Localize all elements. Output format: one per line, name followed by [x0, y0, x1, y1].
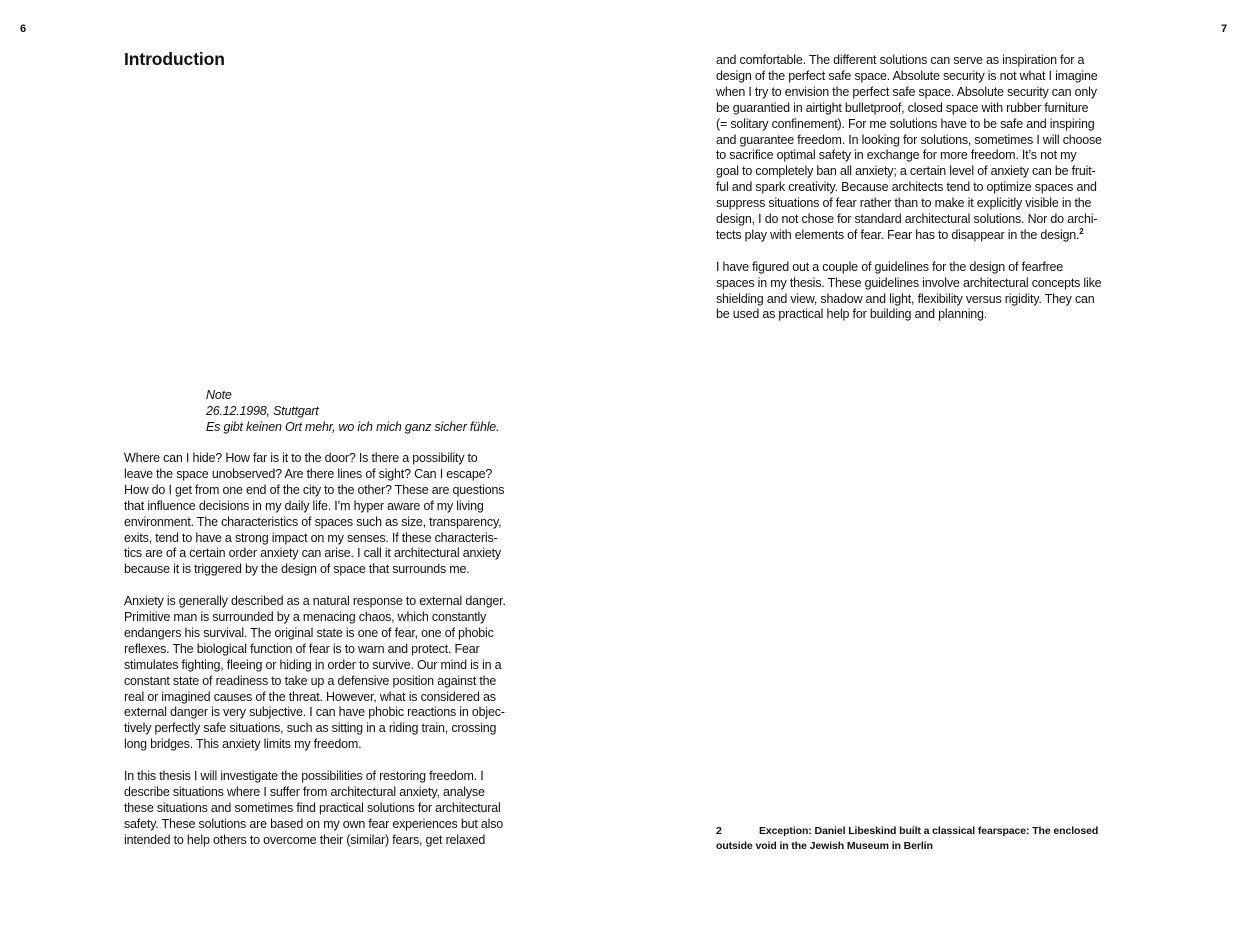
- chapter-title: Introduction: [124, 49, 225, 69]
- text-line: tively perfectly safe situations, such as sitting in a riding train, crossing: [124, 721, 497, 736]
- text-line: design of the perfect safe space. Absolute security is not what I imagine: [716, 68, 1098, 83]
- text-line: Anxiety is generally described as a natural response to external danger.: [124, 594, 506, 609]
- note-quote: Es gibt keinen Ort mehr, wo ich mich ganz sicher fühle.: [206, 420, 500, 434]
- text-line: I have figured out a couple of guidelines for the design of fearfree: [716, 259, 1064, 274]
- text-line: real or imagined causes of the threat. However, what is considered as: [124, 689, 496, 704]
- note-label: Note: [206, 388, 232, 402]
- text-line-with-footnote: [716, 228, 1136, 244]
- text-line: How do I get from one end of the city to the other? These are questions: [124, 482, 505, 497]
- right-column-text: [716, 53, 1136, 339]
- text-line: when I try to envision the perfect safe space. Absolute security can only: [716, 84, 1097, 99]
- text-line: exits, tend to have a strong impact on my senses. If these characteris-: [124, 530, 498, 545]
- text-line: that influence decisions in my daily life. I’m hyper aware of my living: [124, 498, 484, 513]
- text-line: constant state of readiness to take up a defensive position against the: [124, 673, 497, 688]
- paragraph-guidelines: [716, 260, 1136, 324]
- text-line: tects play with elements of fear. Fear has to disappear in the design.: [716, 227, 1080, 242]
- text-line: and guarantee freedom. In looking for solutions, sometimes I will choose: [716, 132, 1102, 147]
- text-line: leave the space unobserved? Are there lines of sight? Can I escape?: [124, 466, 493, 481]
- text-line: to sacrifice optimal safety in exchange for more freedom. It’s not my: [716, 148, 1077, 163]
- text-line: (= solitary confinement). For me solutions have to be safe and inspiring: [716, 116, 1095, 131]
- paragraph-thesis-investigation: [124, 769, 544, 849]
- text-line: external danger is very subjective. I can have phobic reactions in objec-: [124, 705, 505, 720]
- text-line: spaces in my thesis. These guidelines involve architectural concepts like: [716, 275, 1102, 290]
- footnote: [716, 824, 1136, 853]
- paragraph-comfortable-solutions: [716, 53, 1136, 244]
- text-line: stimulates fighting, fleeing or hiding in order to survive. Our mind is in a: [124, 657, 502, 672]
- text-line: because it is triggered by the design of space that surrounds me.: [124, 562, 470, 577]
- page-number-left: 6: [20, 23, 27, 35]
- text-line: tics are of a certain order anxiety can arise. I call it architectural anxiety: [124, 546, 501, 561]
- text-line: intended to help others to overcome their (similar) fears, get relaxed: [124, 832, 486, 847]
- text-line: suppress situations of fear rather than to make it explicitly visible in the: [716, 196, 1092, 211]
- text-line: reflexes. The biological function of fear is to warn and protect. Fear: [124, 641, 480, 656]
- diary-note: [206, 387, 499, 435]
- footnote-text: Exception: Daniel Libeskind built a classical fearspace: The enclosed: [759, 825, 1099, 837]
- footnote-reference: 2: [1079, 226, 1084, 236]
- paragraph-where-can-i-hide: [124, 451, 544, 578]
- text-line: Where can I hide? How far is it to the door? Is there a possibility to: [124, 451, 478, 465]
- left-column-text: [124, 451, 544, 865]
- text-line: describe situations where I suffer from architectural anxiety, analyse: [124, 785, 485, 799]
- text-line: goal to completely ban all anxiety; a certain level of anxiety can be fruit-: [716, 164, 1096, 179]
- footnote-text-continued: outside void in the Jewish Museum in Berlin: [716, 839, 933, 852]
- text-line: be guarantied in airtight bulletproof, closed space with rubber furniture: [716, 100, 1089, 115]
- text-line: design, I do not chose for standard architectural solutions. Nor do archi-: [716, 212, 1098, 227]
- note-date-place: 26.12.1998, Stuttgart: [206, 404, 319, 418]
- paragraph-anxiety-description: [124, 594, 544, 753]
- footnote-number: 2: [716, 825, 722, 837]
- text-line: endangers his survival. The original state is one of fear, one of phobic: [124, 625, 494, 640]
- text-line: ful and spark creativity. Because architects tend to optimize spaces and: [716, 180, 1097, 195]
- text-line: In this thesis I will investigate the possibilities of restoring freedom. I: [124, 769, 484, 784]
- text-line: and comfortable. The different solutions can serve as inspiration for a: [716, 53, 1085, 67]
- text-line: long bridges. This anxiety limits my freedom.: [124, 737, 362, 752]
- text-line: environment. The characteristics of spaces such as size, transparency,: [124, 514, 502, 529]
- text-line: safety. These solutions are based on my own fear experiences but also: [124, 816, 504, 831]
- text-line: these situations and sometimes find practical solutions for architectural: [124, 800, 501, 815]
- text-line: be used as practical help for building and planning.: [716, 307, 988, 322]
- text-line: Primitive man is surrounded by a menacing chaos, which constantly: [124, 610, 487, 625]
- page-number-right: 7: [1221, 23, 1228, 35]
- text-line: shielding and view, shadow and light, flexibility versus rigidity. They can: [716, 291, 1095, 306]
- footnote-line: [716, 824, 1136, 839]
